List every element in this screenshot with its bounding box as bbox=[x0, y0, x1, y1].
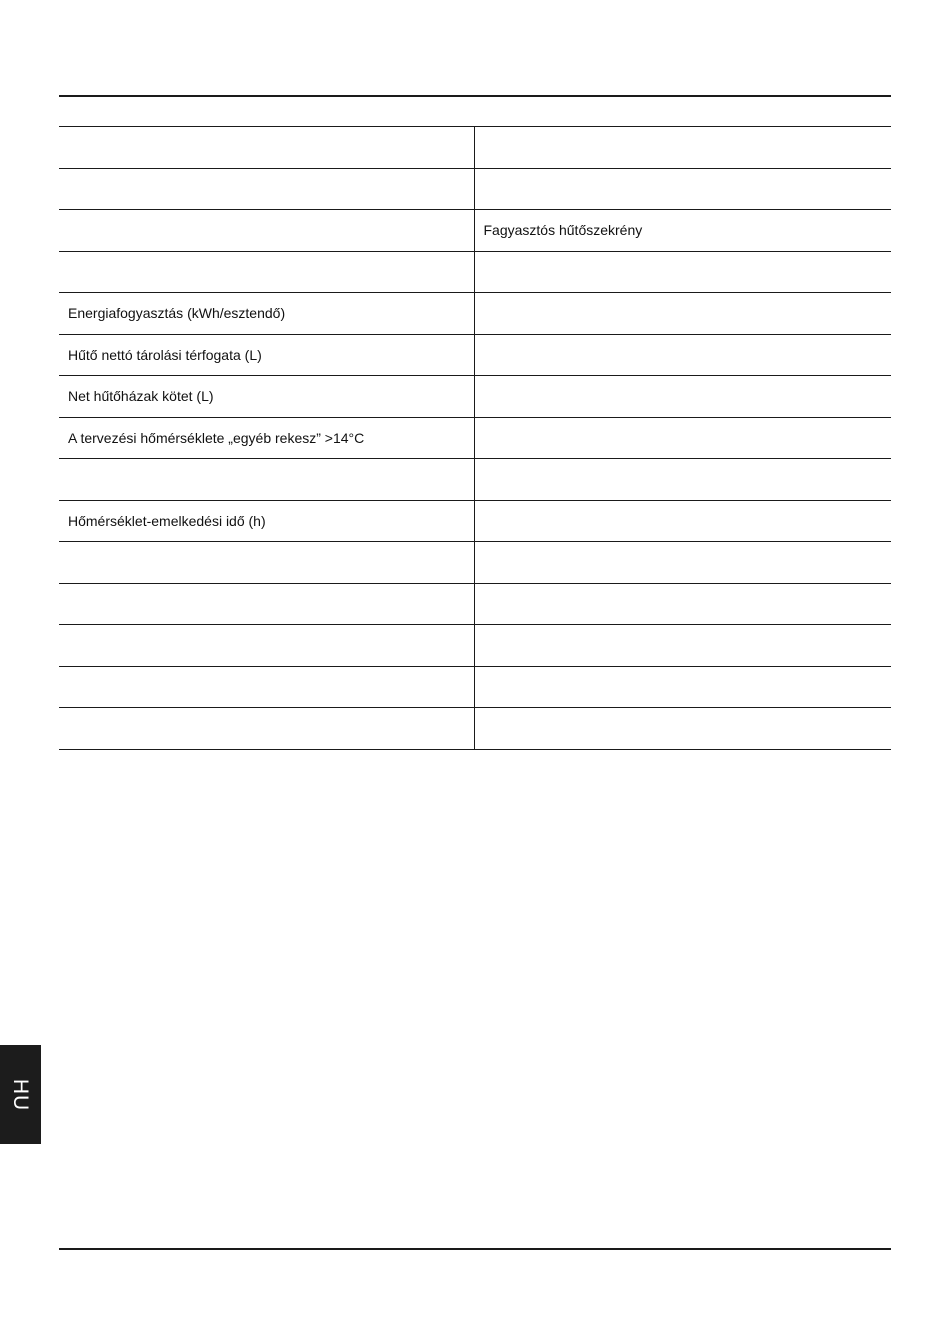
row-label bbox=[59, 583, 474, 625]
table-row bbox=[59, 583, 891, 625]
table-row bbox=[59, 459, 891, 501]
row-value bbox=[474, 708, 891, 750]
header-rule bbox=[59, 95, 891, 97]
table-row bbox=[59, 376, 891, 418]
row-value bbox=[474, 334, 891, 376]
table-row bbox=[59, 666, 891, 708]
row-label: A tervezési hőmérséklete „egyéb rekesz” >14°C bbox=[59, 417, 474, 459]
row-value bbox=[474, 293, 891, 335]
row-label: Hűtő nettó tárolási térfogata (L) bbox=[59, 334, 474, 376]
row-value bbox=[474, 376, 891, 418]
row-value bbox=[474, 583, 891, 625]
table-row bbox=[59, 251, 891, 293]
table-row bbox=[59, 625, 891, 667]
row-label bbox=[59, 251, 474, 293]
row-value bbox=[474, 666, 891, 708]
row-value bbox=[474, 417, 891, 459]
row-label bbox=[59, 542, 474, 584]
table-row bbox=[59, 210, 891, 252]
row-label: Net hűtőházak kötet (L) bbox=[59, 376, 474, 418]
table-row bbox=[59, 708, 891, 750]
row-label bbox=[59, 625, 474, 667]
row-label bbox=[59, 708, 474, 750]
row-label bbox=[59, 210, 474, 252]
row-value bbox=[474, 500, 891, 542]
table-row bbox=[59, 500, 891, 542]
row-value bbox=[474, 251, 891, 293]
table-row bbox=[59, 417, 891, 459]
row-value bbox=[474, 542, 891, 584]
row-label bbox=[59, 459, 474, 501]
row-label bbox=[59, 127, 474, 169]
specification-table bbox=[59, 126, 891, 750]
row-label: Hőmérséklet-emelkedési idő (h) bbox=[59, 500, 474, 542]
footer-rule bbox=[59, 1248, 891, 1250]
row-value bbox=[474, 168, 891, 210]
row-value bbox=[474, 625, 891, 667]
language-label: HU bbox=[9, 1078, 33, 1111]
table-row bbox=[59, 127, 891, 169]
table-row bbox=[59, 334, 891, 376]
row-value: Fagyasztós hűtőszekrény bbox=[474, 210, 891, 252]
row-value bbox=[474, 127, 891, 169]
table-row bbox=[59, 542, 891, 584]
table-row bbox=[59, 293, 891, 335]
language-tab bbox=[0, 1045, 41, 1144]
row-label: Energiafogyasztás (kWh/esztendő) bbox=[59, 293, 474, 335]
row-value bbox=[474, 459, 891, 501]
row-label bbox=[59, 666, 474, 708]
row-label bbox=[59, 168, 474, 210]
table-row bbox=[59, 168, 891, 210]
